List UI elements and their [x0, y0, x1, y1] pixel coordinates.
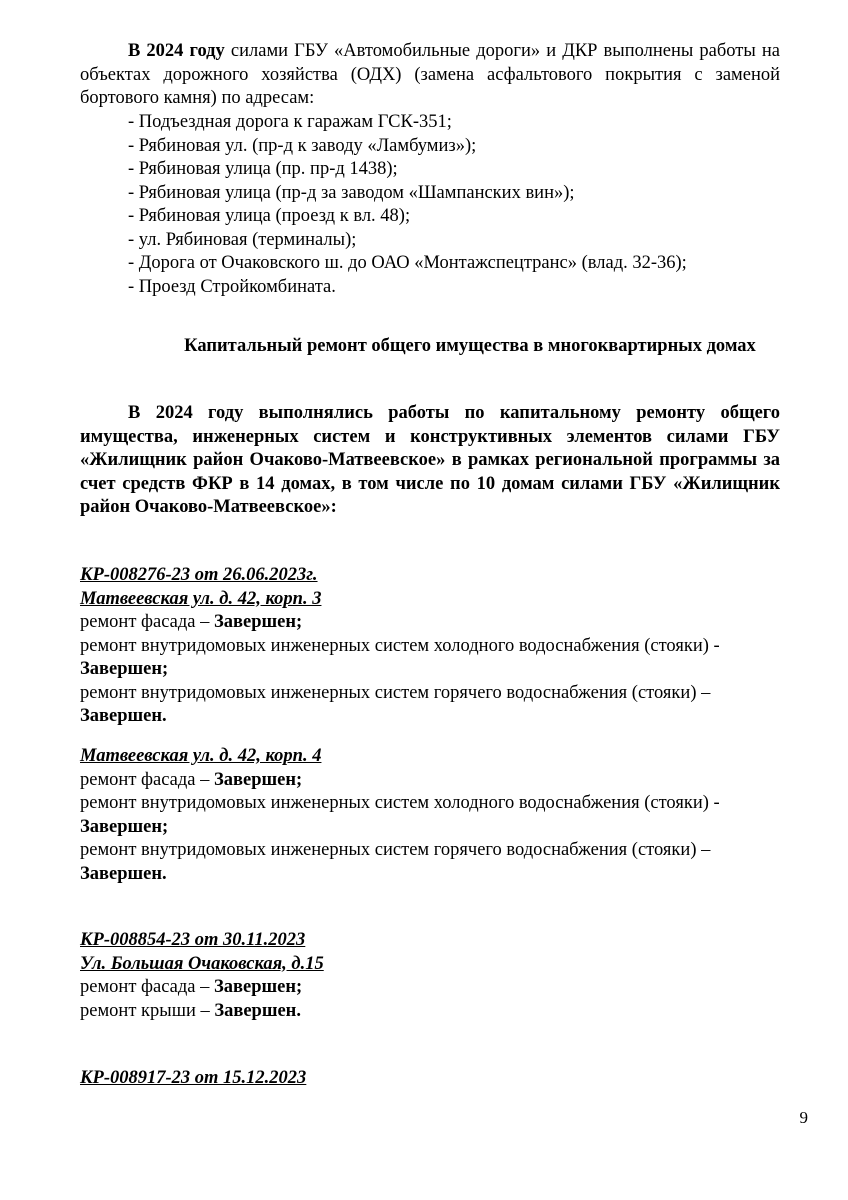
list-item: - Рябиновая улица (пр-д за заводом «Шампанских вин»); — [128, 182, 575, 203]
status-text: Завершен; — [214, 612, 303, 632]
work-item: ремонт внутридомовых инженерных систем горячего водоснабжения (стояки) – Завершен. — [80, 682, 711, 726]
section-paragraph: В 2024 году выполнялись работы по капитальному ремонту общего имущества, инженерных систем и конструктивных элементов силами ГБУ «Жилищник район Очаково-Матвеевское» в рамках региональной программы за счет средств ФКР в 14 домах, в том числе по 10 домам силами ГБУ «Жилищник район Очаково-Матвеевское»: — [80, 403, 780, 517]
intro-year: В 2024 году — [128, 41, 225, 61]
work-item: ремонт фасада – Завершен; — [80, 977, 303, 997]
contract-1 — [80, 564, 780, 729]
address-list — [80, 111, 780, 299]
list-item: - Проезд Стройкомбината. — [128, 276, 336, 297]
address-heading: Матвеевская ул. д. 42, корп. 3 — [80, 588, 322, 609]
section-title: Капитальный ремонт общего имущества в многоквартирных домах — [184, 336, 756, 356]
address-heading: Ул. Большая Очаковская, д.15 — [80, 953, 324, 974]
work-item: ремонт фасада – Завершен; — [80, 769, 303, 790]
status-text: Завершен; — [80, 659, 169, 679]
status-text: Завершен; — [214, 977, 303, 997]
list-item: - Рябиновая улица (пр. пр-д 1438); — [128, 159, 398, 179]
intro-paragraph — [80, 40, 780, 111]
work-item: ремонт крыши – Завершен. — [80, 1000, 301, 1021]
status-text: Завершен; — [80, 816, 169, 837]
work-item: ремонт внутридомовых инженерных систем горячего водоснабжения (стояки) – Завершен. — [80, 840, 711, 884]
status-text: Завершен. — [80, 706, 167, 726]
status-text: Завершен. — [214, 1000, 301, 1021]
contract-2 — [80, 929, 780, 1023]
contract-1-address-2 — [80, 745, 780, 886]
list-item: - Рябиновая ул. (пр-д к заводу «Ламбумиз»); — [128, 135, 477, 156]
list-item: - ул. Рябиновая (терминалы); — [128, 229, 357, 250]
list-item: - Рябиновая улица (проезд к вл. 48); — [128, 206, 411, 226]
status-text: Завершен. — [80, 863, 167, 884]
work-item: ремонт фасада – Завершен; — [80, 612, 303, 632]
contract-id: КР-008854-23 от 30.11.2023 — [80, 930, 306, 950]
work-item: ремонт внутридомовых инженерных систем холодного водоснабжения (стояки) - Завершен; — [80, 793, 720, 837]
work-item: ремонт внутридомовых инженерных систем холодного водоснабжения (стояки) - Завершен; — [80, 635, 720, 679]
address-heading: Матвеевская ул. д. 42, корп. 4 — [80, 746, 322, 766]
page-number: 9 — [799, 1108, 808, 1127]
list-item: - Дорога от Очаковского ш. до ОАО «Монтажспецтранс» (влад. 32-36); — [128, 253, 687, 273]
list-item: - Подъездная дорога к гаражам ГСК-351; — [128, 112, 452, 132]
contract-3 — [80, 1067, 780, 1091]
contract-id: КР-008917-23 от 15.12.2023 — [80, 1068, 307, 1088]
intro-text: силами ГБУ «Автомобильные дороги» и ДКР выполнены работы на объектах дорожного хозяйства (ОДХ) (замена асфальтового покрытия с заменой бортового камня) по адресам: — [80, 41, 780, 108]
status-text: Завершен; — [214, 769, 303, 790]
contract-id: КР-008276-23 от 26.06.2023г. — [80, 565, 318, 585]
